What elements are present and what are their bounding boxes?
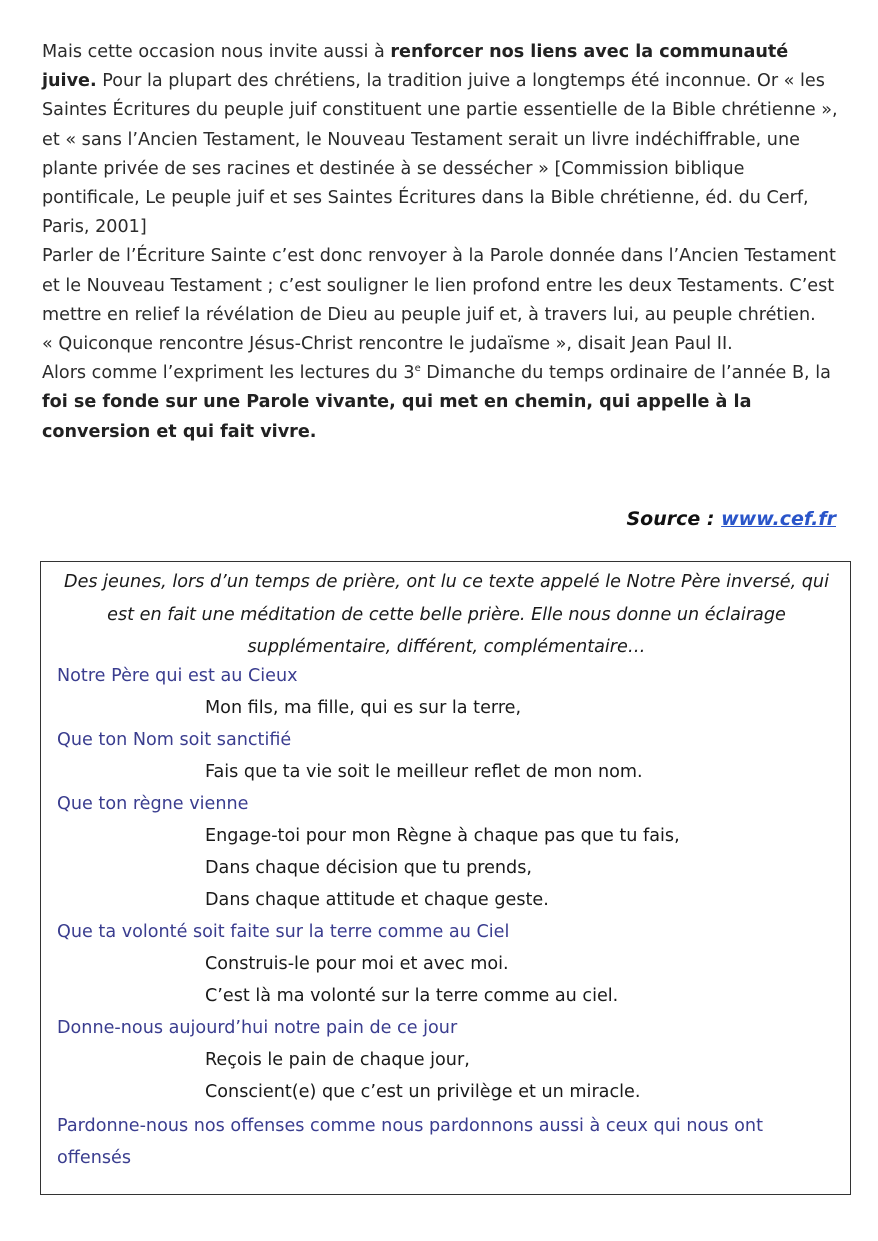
prayer-box: [40, 561, 851, 1195]
response-line-5b: Conscient(e) que c’est un privilège et un miracle.: [205, 1082, 641, 1102]
intro-paragraph-3: « Quiconque rencontre Jésus-Christ rencontre le judaïsme », disait Jean Paul II.: [42, 334, 733, 355]
response-line-2: Fais que ta vie soit le meilleur reflet de mon nom.: [205, 762, 643, 782]
response-line-1: Mon fils, ma fille, qui es sur la terre,: [205, 698, 522, 718]
intro-paragraph-1: [42, 38, 842, 242]
source-label: Source :: [626, 508, 722, 530]
intro-p1-rest: Pour la plupart des chrétiens, la tradition juive a longtemps été inconnue. Or « les Saintes Écritures du peuple juif constituent une partie essentielle de la Bible chrétienne », et « sans l’Ancien Testament, le Nouveau Testament serait un livre indéchiffrable, une plante privée de ses racines et destinée à se dessécher » [Commission biblique pontificale, Le peuple juif et ses Saintes Écritures dans la Bible chrétienne, éd. du Cerf, Paris, 2001]: [42, 71, 838, 238]
source-credit: [626, 508, 836, 530]
response-line-3b: Dans chaque décision que tu prends,: [205, 858, 532, 878]
prayer-line-5: Donne-nous aujourd’hui notre pain de ce jour: [57, 1018, 458, 1038]
ordinal-superscript: e: [414, 363, 421, 375]
prayer-line-4: Que ta volonté soit faite sur la terre comme au Ciel: [57, 922, 510, 942]
response-line-4a: Construis-le pour moi et avec moi.: [205, 954, 509, 974]
intro-p4-middle: Dimanche du temps ordinaire de l’année B, la: [420, 363, 831, 384]
intro-p1-start: Mais cette occasion nous invite aussi à: [42, 42, 391, 62]
response-line-4b: C’est là ma volonté sur la terre comme au ciel.: [205, 986, 619, 1006]
intro-p4-bold: foi se fonde sur une Parole vivante, qui met en chemin, qui appelle à la conversion et qui fait vivre.: [42, 392, 752, 442]
prayer-line-6: Pardonne-nous nos offenses comme nous pardonnons aussi à ceux qui nous ont offensés: [57, 1116, 763, 1168]
response-line-5a: Reçois le pain de chaque jour,: [205, 1050, 470, 1070]
response-line-3c: Dans chaque attitude et chaque geste.: [205, 890, 549, 910]
prayer-line-1: Notre Père qui est au Cieux: [57, 666, 298, 686]
intro-text: [42, 38, 842, 447]
intro-p4-start: Alors comme l’expriment les lectures du 3: [42, 363, 415, 384]
intro-paragraph-2: Parler de l’Écriture Sainte c’est donc renvoyer à la Parole donnée dans l’Ancien Testament et le Nouveau Testament ; c’est souligner le lien profond entre les deux Testaments. C’est mettre en relief la révélation de Dieu au peuple juif et, à travers lui, au peuple chrétien.: [42, 246, 836, 325]
response-line-3a: Engage-toi pour mon Règne à chaque pas que tu fais,: [205, 826, 680, 846]
prayer-line-2: Que ton Nom soit sanctifié: [57, 730, 292, 750]
source-link[interactable]: www.cef.fr: [721, 508, 836, 530]
prayer-line-3: Que ton règne vienne: [57, 794, 249, 814]
intro-p1-bold: renforcer nos liens avec la communauté juive.: [42, 42, 789, 92]
intro-paragraph-4: [42, 359, 842, 447]
prayer-box-intro: Des jeunes, lors d’un temps de prière, ont lu ce texte appelé le Notre Père inversé, qui est en fait une méditation de cette belle prière. Elle nous donne un éclairage supplémentaire, différent, complémentaire…: [64, 572, 829, 657]
